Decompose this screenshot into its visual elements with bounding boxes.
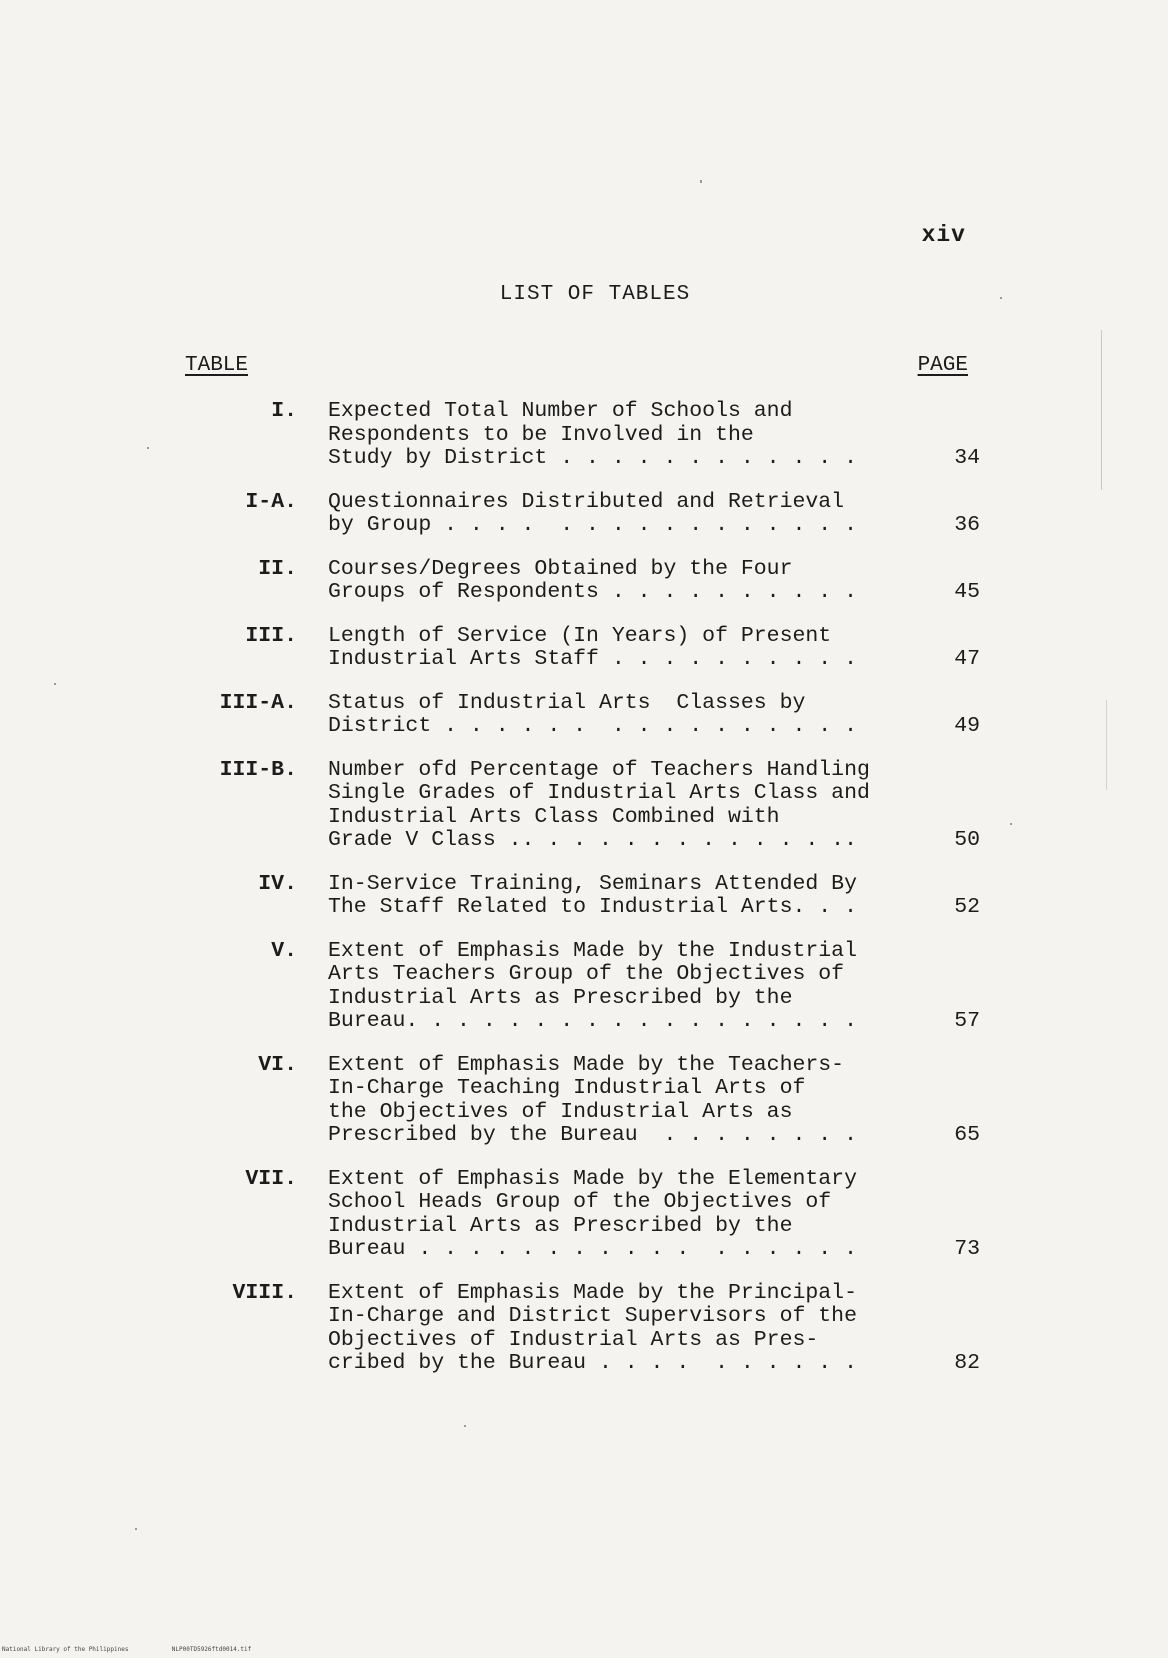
entry-number: VI. <box>258 1052 297 1077</box>
page-number: xiv <box>921 222 966 248</box>
toc-entry <box>180 1168 980 1262</box>
entry-title: Extent of Emphasis Made by the Teachers- In-Charge Teaching Industrial Arts of the Objectives of Industrial Arts as Prescribed by the Bureau . . . . . . . . <box>328 1052 857 1147</box>
entry-page-number: 57 <box>954 1009 980 1033</box>
entry-number: IV. <box>258 871 297 896</box>
toc-entry <box>180 625 980 672</box>
entry-number: III. <box>245 623 297 648</box>
column-header-table: TABLE <box>185 354 249 377</box>
scan-speck <box>135 1528 137 1530</box>
toc-entry <box>180 1054 980 1148</box>
entry-title: Extent of Emphasis Made by the Principal- In-Charge and District Supervisors of the Objectives of Industrial Arts as Pres- cribed by the Bureau . . . . . . . . . . <box>328 1280 857 1375</box>
toc-entry <box>180 873 980 920</box>
toc-entry <box>180 759 980 853</box>
scan-speck <box>54 683 56 685</box>
entry-page-number: 36 <box>954 513 980 537</box>
toc-entry <box>180 692 980 739</box>
footer-file: NLP00TD5926ftd0014.tif <box>171 1646 252 1653</box>
entry-number: I. <box>271 399 297 423</box>
entry-page-number: 49 <box>954 714 980 738</box>
table-of-contents <box>180 400 980 1376</box>
entry-title: Number ofd Percentage of Teachers Handling Single Grades of Industrial Arts Class and Industrial Arts Class Combined with Grade V Class .. . . . . . . . . . . . .. <box>328 757 870 852</box>
scan-edge-line <box>1106 700 1107 790</box>
toc-entry <box>180 491 980 538</box>
toc-entry <box>180 940 980 1034</box>
entry-page-number: 47 <box>954 647 980 671</box>
entry-title: Extent of Emphasis Made by the Elementary School Heads Group of the Objectives of Industrial Arts as Prescribed by the Bureau . . . . . . . . . . . . . . . . . <box>328 1166 857 1261</box>
entry-page-number: 65 <box>954 1123 980 1147</box>
entry-page-number: 52 <box>954 895 980 919</box>
entry-number: V. <box>271 938 297 963</box>
scan-footer-caption <box>2 1646 251 1653</box>
scan-speck <box>700 180 702 183</box>
entry-number: II. <box>258 556 297 581</box>
entry-page-number: 45 <box>954 580 980 604</box>
scan-edge-line <box>1101 330 1102 490</box>
toc-entry <box>180 558 980 605</box>
footer-library: National Library of the Philippines <box>2 1646 129 1653</box>
entry-title: Length of Service (In Years) of Present Industrial Arts Staff . . . . . . . . . . <box>328 623 857 671</box>
scan-speck <box>1000 297 1002 299</box>
column-header-page: PAGE <box>917 354 968 377</box>
document-title: LIST OF TABLES <box>499 283 691 306</box>
scan-speck <box>464 1425 466 1427</box>
entry-title: In-Service Training, Seminars Attended By The Staff Related to Industrial Arts. . . <box>328 871 857 919</box>
entry-page-number: 73 <box>954 1237 980 1261</box>
entry-number: I-A. <box>245 489 297 514</box>
scan-speck <box>147 447 149 449</box>
entry-title: Expected Total Number of Schools and Respondents to be Involved in the Study by District . . . . . . . . . . . . <box>328 399 857 470</box>
entry-title: Questionnaires Distributed and Retrieval by Group . . . . . . . . . . . . . . . . <box>328 489 857 537</box>
entry-page-number: 34 <box>954 446 980 470</box>
scan-speck <box>1010 823 1012 825</box>
toc-entry <box>180 1282 980 1376</box>
entry-number: VIII. <box>232 1280 297 1305</box>
entry-page-number: 50 <box>954 828 980 852</box>
entry-title: Extent of Emphasis Made by the Industrial Arts Teachers Group of the Objectives of Industrial Arts as Prescribed by the Bureau. . . . . . . . . . . . . . . . . . <box>328 938 857 1033</box>
entry-page-number: 82 <box>954 1351 980 1375</box>
entry-number: VII. <box>245 1166 297 1191</box>
entry-title: Status of Industrial Arts Classes by District . . . . . . . . . . . . . . . . <box>328 690 857 738</box>
entry-title: Courses/Degrees Obtained by the Four Groups of Respondents . . . . . . . . . . <box>328 556 857 604</box>
entry-number: III-A. <box>219 690 297 715</box>
entry-number: III-B. <box>219 757 297 782</box>
toc-entry <box>180 400 980 471</box>
